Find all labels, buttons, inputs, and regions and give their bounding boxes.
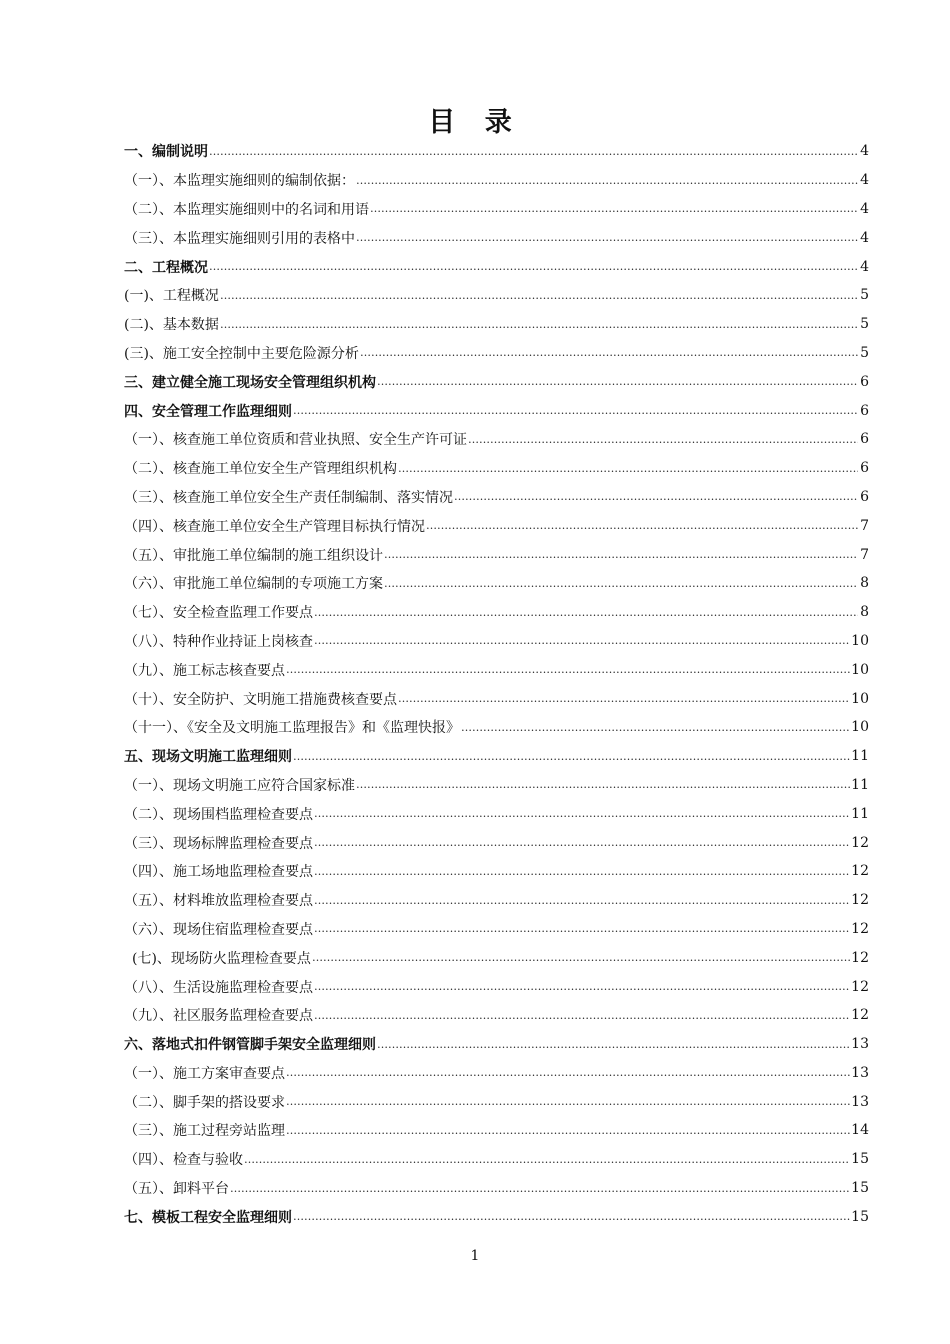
- toc-dot-leader: [286, 1095, 850, 1108]
- toc-page-number: 11: [851, 748, 869, 765]
- toc-entry-text: （七）、安全检查监理工作要点: [124, 605, 313, 622]
- toc-subsection-entry[interactable]: [124, 281, 869, 310]
- toc-entry-text: (二)、基本数据: [124, 317, 219, 334]
- toc-subsection-entry[interactable]: [124, 886, 869, 915]
- toc-page-number: 6: [860, 460, 869, 477]
- toc-subsection-entry[interactable]: [124, 195, 869, 224]
- toc-dot-leader: [220, 289, 858, 302]
- toc-page-number: 10: [851, 661, 869, 678]
- toc-page-number: 13: [851, 1036, 869, 1053]
- toc-dot-leader: [314, 980, 850, 993]
- toc-page-number: 10: [851, 690, 869, 707]
- toc-dot-leader: [244, 1153, 850, 1166]
- toc-entry-text: （五）、材料堆放监理检查要点: [124, 893, 313, 910]
- toc-subsection-entry[interactable]: [124, 1087, 869, 1116]
- toc-page-number: 4: [860, 143, 869, 160]
- toc-entry-text: （九）、施工标志核查要点: [124, 662, 285, 679]
- toc-entry-text: （一）、核查施工单位资质和营业执照、安全生产许可证: [124, 432, 467, 449]
- toc-subsection-entry[interactable]: [124, 915, 869, 944]
- toc-page-number: 4: [860, 200, 869, 217]
- toc-dot-leader: [314, 865, 850, 878]
- toc-page-number: 12: [851, 1007, 869, 1024]
- toc-subsection-entry[interactable]: [124, 684, 869, 713]
- toc-dot-leader: [377, 1038, 850, 1051]
- toc-page-number: 13: [851, 1064, 869, 1081]
- toc-dot-leader: [220, 318, 858, 331]
- toc-page-number: 15: [851, 1151, 869, 1168]
- toc-page-number: 15: [851, 1180, 869, 1197]
- toc-entry-text: （一）、施工方案审查要点: [124, 1065, 285, 1082]
- toc-entry-text: 二、工程概况: [124, 259, 208, 276]
- toc-dot-leader: [384, 548, 858, 561]
- toc-subsection-entry[interactable]: [124, 166, 869, 195]
- toc-subsection-entry[interactable]: [124, 828, 869, 857]
- toc-page-number: 7: [860, 546, 869, 563]
- toc-entry-text: （五）、卸料平台: [124, 1181, 229, 1198]
- toc-section-entry[interactable]: [124, 1202, 869, 1231]
- toc-entry-text: （八）、生活设施监理检查要点: [124, 979, 313, 996]
- toc-entry-text: 四、安全管理工作监理细则: [124, 403, 292, 420]
- footer-page-number: 1: [470, 1248, 480, 1264]
- toc-section-entry[interactable]: [124, 252, 869, 281]
- toc-subsection-entry[interactable]: [124, 454, 869, 483]
- toc-entry-text: （五）、审批施工单位编制的施工组织设计: [124, 547, 383, 564]
- toc-page-number: 12: [851, 978, 869, 995]
- toc-section-entry[interactable]: [124, 367, 869, 396]
- toc-subsection-entry[interactable]: [132, 943, 869, 972]
- toc-page-number: 13: [851, 1093, 869, 1110]
- toc-entry-text: （一）、现场文明施工应符合国家标准: [124, 777, 355, 794]
- toc-dot-leader: [314, 807, 850, 820]
- toc-subsection-entry[interactable]: [124, 310, 869, 339]
- toc-page-number: 4: [860, 258, 869, 275]
- toc-entry-text: （六）、审批施工单位编制的专项施工方案: [124, 576, 383, 593]
- toc-dot-leader: [314, 634, 850, 647]
- toc-page-number: 12: [851, 920, 869, 937]
- toc-section-entry[interactable]: [124, 1030, 869, 1059]
- toc-dot-leader: [377, 375, 858, 388]
- toc-dot-leader: [286, 1124, 850, 1137]
- toc-subsection-entry[interactable]: [124, 771, 869, 800]
- toc-page-number: 5: [860, 316, 869, 333]
- toc-entry-text: （二）、脚手架的搭设要求: [124, 1094, 285, 1111]
- toc-dot-leader: [370, 202, 858, 215]
- toc-subsection-entry[interactable]: [124, 483, 869, 512]
- toc-entry-text: （九）、社区服务监理检查要点: [124, 1008, 313, 1025]
- toc-entry-text: （四）、检查与验收: [124, 1152, 243, 1169]
- toc-entry-text: （二）、本监理实施细则中的名词和用语: [124, 201, 369, 218]
- toc-subsection-entry[interactable]: [124, 1059, 869, 1088]
- toc-entry-text: 一、编制说明: [124, 144, 208, 161]
- toc-subsection-entry[interactable]: [124, 713, 869, 742]
- toc-dot-leader: [209, 145, 858, 158]
- toc-dot-leader: [314, 606, 858, 619]
- toc-subsection-entry[interactable]: [124, 339, 869, 368]
- toc-page-number: 6: [860, 402, 869, 419]
- toc-dot-leader: [312, 951, 850, 964]
- toc-page-number: 4: [860, 229, 869, 246]
- toc-dot-leader: [356, 231, 858, 244]
- toc-subsection-entry[interactable]: [124, 972, 869, 1001]
- toc-entry-text: （四）、施工场地监理检查要点: [124, 864, 313, 881]
- toc-page-number: 8: [860, 575, 869, 592]
- toc-entry-text: 六、落地式扣件钢管脚手架安全监理细则: [124, 1037, 376, 1054]
- toc-dot-leader: [314, 836, 850, 849]
- toc-page-number: 6: [860, 488, 869, 505]
- toc-section-entry[interactable]: [124, 742, 869, 771]
- toc-entry-text: 五、现场文明施工监理细则: [124, 749, 292, 766]
- toc-dot-leader: [314, 1009, 850, 1022]
- toc-page-number: 12: [851, 892, 869, 909]
- toc-entry-text: (三)、施工安全控制中主要危险源分析: [124, 345, 359, 362]
- table-of-contents: [124, 137, 869, 1231]
- toc-subsection-entry[interactable]: [124, 425, 869, 454]
- page-title: 目 录: [428, 107, 522, 138]
- toc-page-number: 10: [851, 632, 869, 649]
- toc-dot-leader: [286, 1066, 850, 1079]
- toc-entry-text: （三）、本监理实施细则引用的表格中: [124, 230, 355, 247]
- toc-page-number: 12: [851, 949, 869, 966]
- toc-subsection-entry[interactable]: [124, 569, 869, 598]
- toc-subsection-entry[interactable]: [124, 1174, 869, 1203]
- toc-dot-leader: [360, 346, 858, 359]
- toc-entry-text: （八）、特种作业持证上岗核查: [124, 633, 313, 650]
- toc-subsection-entry[interactable]: [124, 598, 869, 627]
- toc-subsection-entry[interactable]: [124, 540, 869, 569]
- toc-subsection-entry[interactable]: [124, 857, 869, 886]
- toc-subsection-entry[interactable]: [124, 1116, 869, 1145]
- toc-page-number: 14: [851, 1122, 869, 1139]
- toc-entry-text: (七)、现场防火监理检查要点: [132, 950, 311, 967]
- toc-entry-text: （一）、本监理实施细则的编制依据：: [124, 173, 355, 190]
- toc-dot-leader: [286, 663, 850, 676]
- toc-entry-text: （十）、安全防护、文明施工措施费核查要点: [124, 691, 397, 708]
- toc-entry-text: (一)、工程概况: [124, 288, 219, 305]
- toc-page-number: 5: [860, 287, 869, 304]
- toc-page-number: 12: [851, 834, 869, 851]
- toc-page-number: 11: [851, 776, 869, 793]
- toc-page-number: 10: [851, 719, 869, 736]
- toc-page-number: 15: [851, 1208, 869, 1225]
- toc-dot-leader: [398, 462, 858, 475]
- toc-subsection-entry[interactable]: [124, 223, 869, 252]
- toc-dot-leader: [209, 260, 858, 273]
- toc-subsection-entry[interactable]: [124, 511, 869, 540]
- toc-page-number: 7: [860, 517, 869, 534]
- toc-dot-leader: [356, 778, 850, 791]
- toc-subsection-entry[interactable]: [124, 655, 869, 684]
- toc-section-entry[interactable]: [124, 396, 869, 425]
- toc-entry-text: 三、建立健全施工现场安全管理组织机构: [124, 374, 376, 391]
- toc-page-number: 8: [860, 604, 869, 621]
- toc-entry-text: （三）、施工过程旁站监理: [124, 1123, 285, 1140]
- toc-entry-text: 七、模板工程安全监理细则: [124, 1209, 292, 1226]
- toc-page-number: 6: [860, 431, 869, 448]
- toc-section-entry[interactable]: [124, 137, 869, 166]
- toc-dot-leader: [461, 721, 850, 734]
- toc-page-number: 4: [860, 172, 869, 189]
- toc-dot-leader: [384, 577, 858, 590]
- toc-entry-text: （三）、现场标牌监理检查要点: [124, 835, 313, 852]
- toc-entry-text: （三）、核查施工单位安全生产责任制编制、落实情况: [124, 489, 453, 506]
- toc-dot-leader: [468, 433, 858, 446]
- toc-entry-text: （二）、现场围档监理检查要点: [124, 806, 313, 823]
- toc-entry-text: （二）、核查施工单位安全生产管理组织机构: [124, 461, 397, 478]
- toc-entry-text: （四）、核查施工单位安全生产管理目标执行情况: [124, 518, 425, 535]
- toc-page-number: 12: [851, 863, 869, 880]
- toc-page-number: 5: [860, 344, 869, 361]
- toc-entry-text: （十一）、《安全及文明施工监理报告》和《监理快报》: [124, 720, 460, 737]
- toc-dot-leader: [293, 750, 850, 763]
- toc-entry-text: （六）、现场住宿监理检查要点: [124, 921, 313, 938]
- toc-subsection-entry[interactable]: [124, 627, 869, 656]
- toc-subsection-entry[interactable]: [124, 1001, 869, 1030]
- toc-dot-leader: [230, 1182, 850, 1195]
- toc-dot-leader: [293, 404, 858, 417]
- toc-page-number: 11: [851, 805, 869, 822]
- toc-subsection-entry[interactable]: [124, 799, 869, 828]
- toc-dot-leader: [314, 922, 850, 935]
- toc-dot-leader: [314, 894, 850, 907]
- toc-dot-leader: [398, 692, 850, 705]
- toc-dot-leader: [454, 490, 858, 503]
- toc-dot-leader: [426, 519, 858, 532]
- toc-dot-leader: [356, 174, 858, 187]
- toc-subsection-entry[interactable]: [124, 1145, 869, 1174]
- toc-dot-leader: [293, 1210, 850, 1223]
- toc-page-number: 6: [860, 373, 869, 390]
